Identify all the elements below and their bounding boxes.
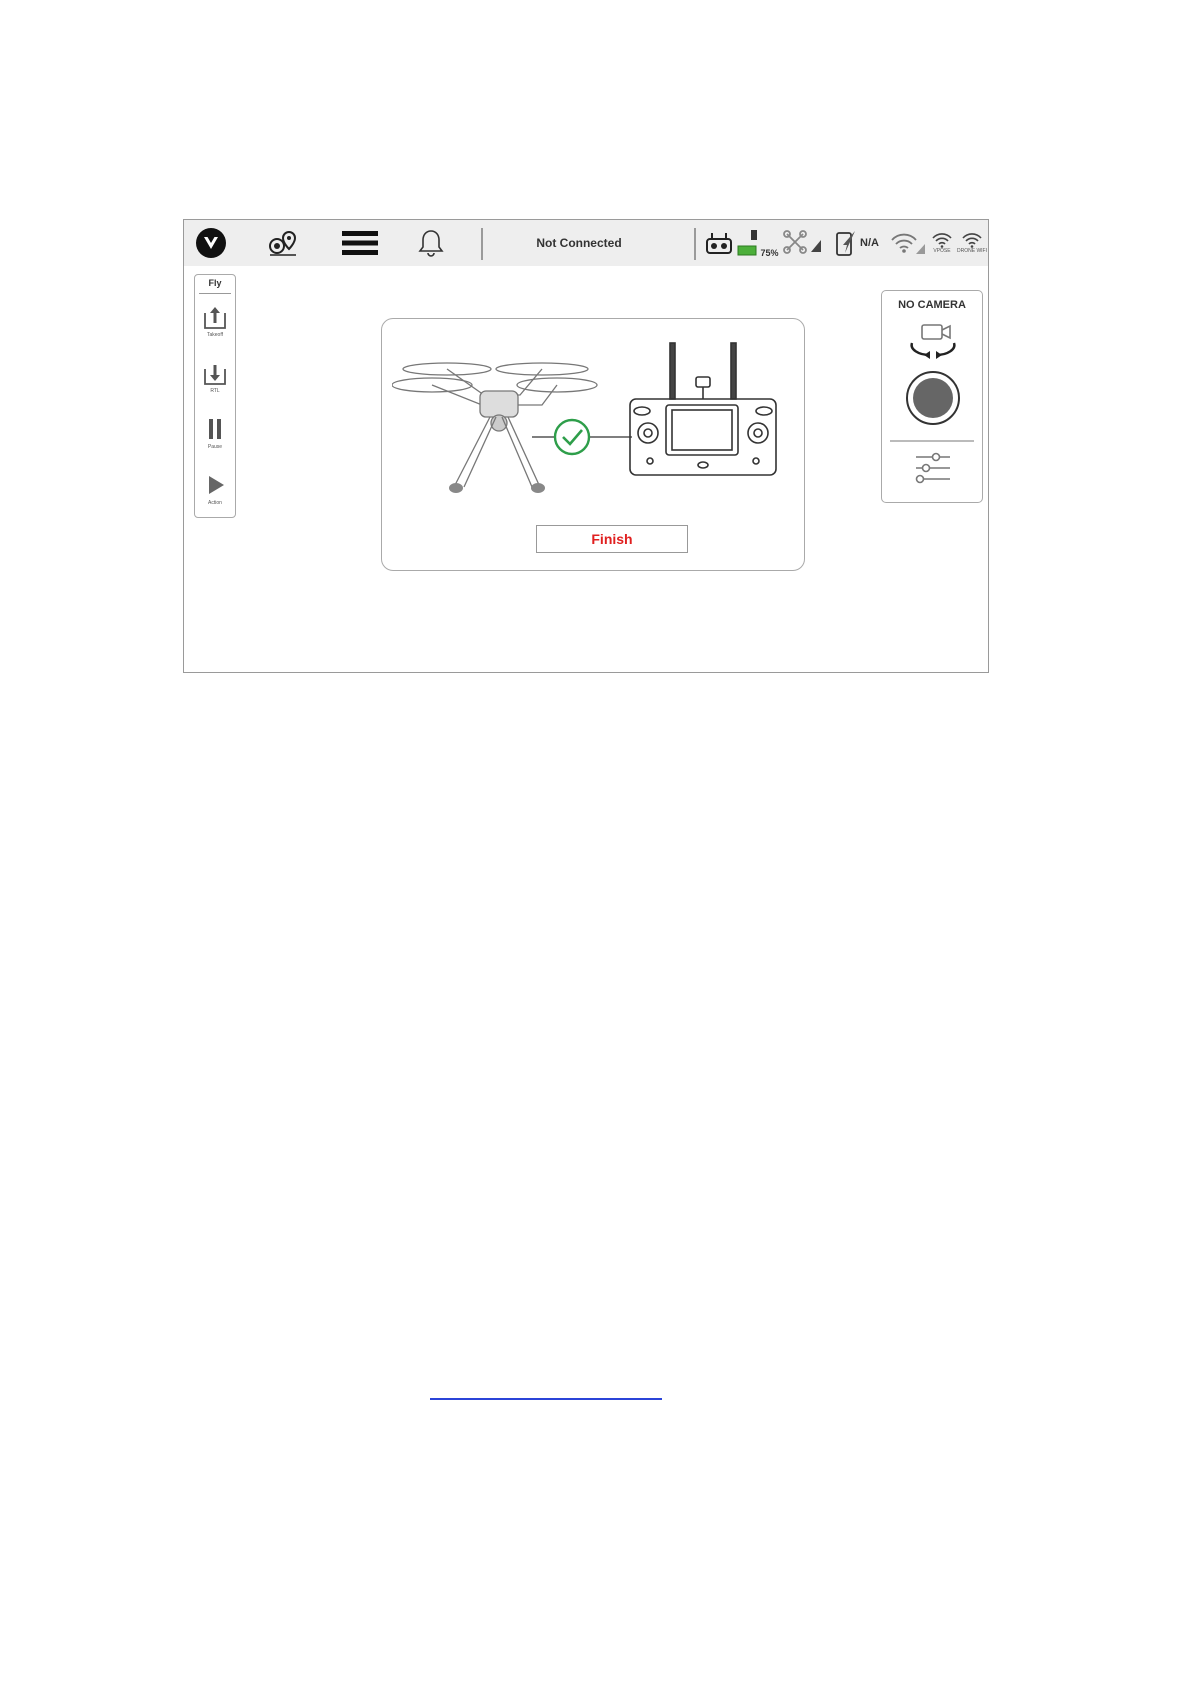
wifi-icon [962, 232, 982, 248]
gps-status [826, 220, 888, 266]
pause-button[interactable] [195, 415, 235, 450]
pause-label: Pause [207, 444, 223, 450]
shutter-icon [905, 370, 961, 426]
play-icon [201, 471, 229, 499]
takeoff-icon [201, 303, 229, 331]
camera-panel-divider [890, 440, 974, 442]
connection-check-icon [532, 415, 632, 459]
sidebar-divider [199, 293, 231, 294]
takeoff-button[interactable] [195, 303, 235, 338]
rtl-button[interactable] [195, 359, 235, 394]
vendor-logo-icon[interactable] [192, 220, 230, 266]
wifi-signal-icon [890, 220, 926, 266]
top-bar [184, 220, 988, 266]
phone-gps-icon [835, 229, 857, 257]
camera-status: NO CAMERA [898, 299, 966, 311]
action-label: Action [208, 500, 222, 506]
topbar-divider [694, 228, 696, 260]
battery-icon [737, 228, 759, 258]
controller-battery [736, 220, 780, 266]
connection-status: Not Connected [536, 236, 622, 250]
wifi-label: DRONE WIFI [957, 248, 987, 254]
wifi-icon [932, 232, 952, 248]
sidebar-title: Fly [208, 278, 222, 288]
remote-controller-illustration [628, 341, 778, 491]
connection-dialog [381, 318, 805, 571]
fly-sidebar [194, 274, 236, 518]
wifi-drone [956, 220, 988, 266]
pause-icon [201, 415, 229, 443]
app-screen [183, 219, 989, 673]
remote-controller-icon [704, 220, 734, 266]
return-to-launch-icon [201, 359, 229, 387]
rtl-label: RTL [210, 388, 220, 394]
battery-percent: 75% [760, 248, 779, 258]
menu-icon[interactable] [339, 220, 381, 266]
wifi-vpose [928, 220, 956, 266]
map-location-icon[interactable] [264, 220, 302, 266]
action-button[interactable] [195, 471, 235, 506]
hyperlink-underline[interactable] [430, 1398, 662, 1400]
camera-settings-icon[interactable] [914, 452, 952, 489]
drone-signal-icon [782, 220, 824, 266]
shutter-button[interactable] [905, 370, 961, 431]
bell-icon[interactable] [414, 220, 448, 266]
camera-switch-icon[interactable] [908, 321, 958, 366]
camera-panel [881, 290, 983, 503]
wifi-label: VPOSE [933, 248, 951, 254]
takeoff-label: Takeoff [206, 332, 224, 338]
gps-status-text: N/A [860, 237, 879, 249]
finish-button[interactable]: Finish [536, 525, 688, 553]
